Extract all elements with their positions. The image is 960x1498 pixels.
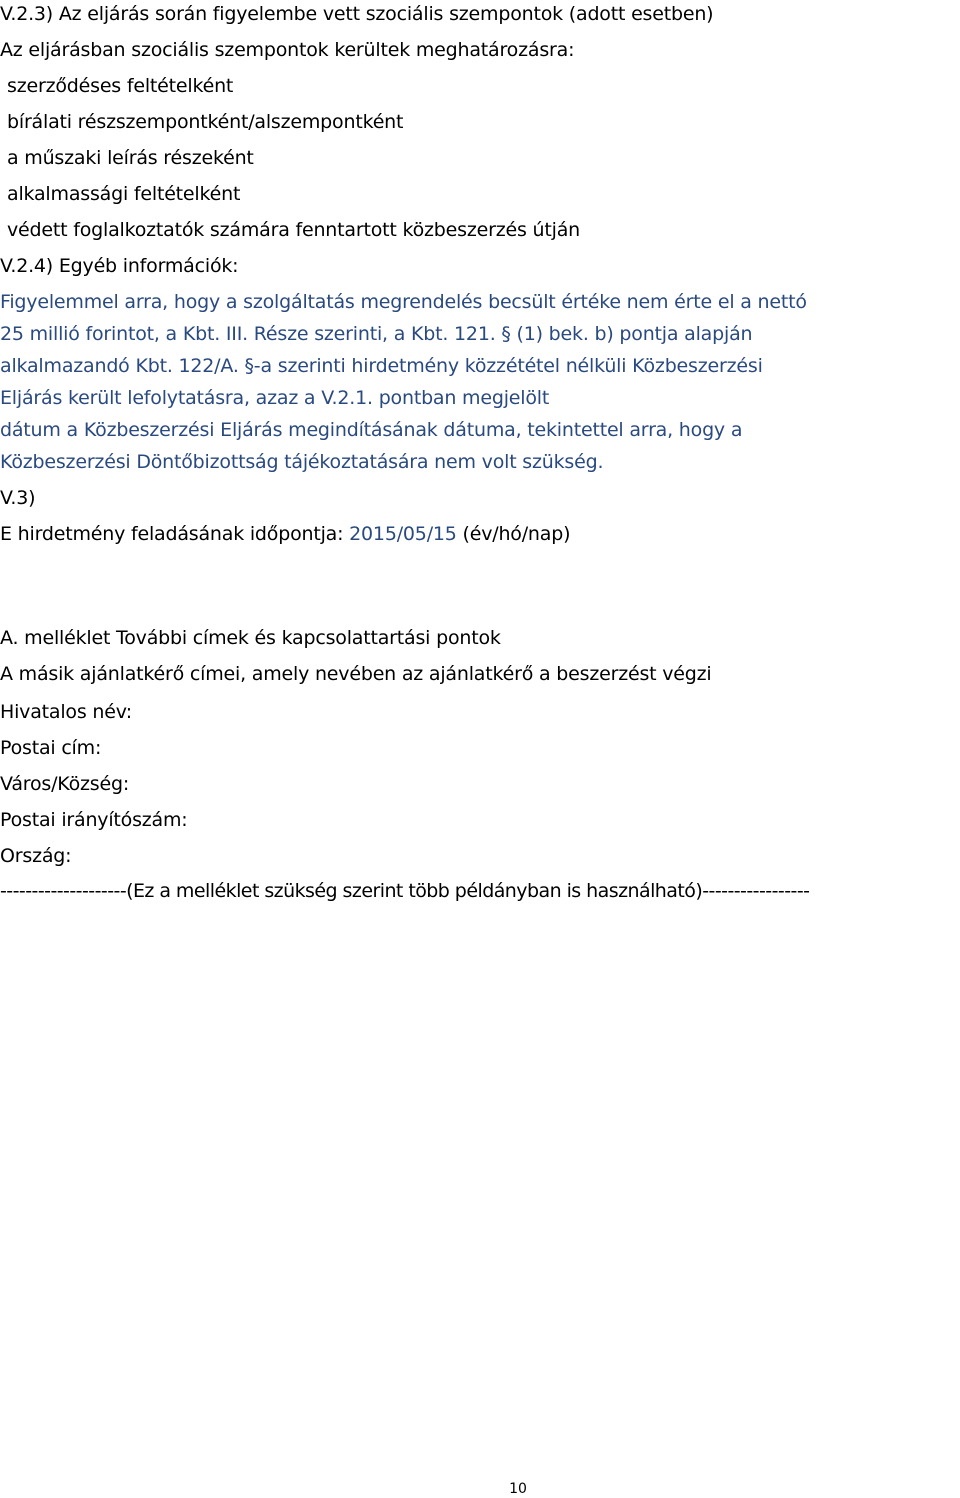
section-v24-body-line: dátum a Közbeszerzési Eljárás megindításának dátuma, tekintettel arra, hogy a [0,419,743,441]
option-evaluation-subcriterion: bírálati részszempontként/alszempontként [7,111,404,133]
option-suitability-condition: alkalmassági feltételként [7,183,241,205]
section-v23-heading: V.2.3) Az eljárás során figyelembe vett szociális szempontok (adott esetben) [0,3,714,25]
section-v24-body-line: alkalmazandó Kbt. 122/A. §-a szerinti hirdetmény közzététel nélküli Közbeszerzési [0,355,763,377]
section-v24-body-line: 25 millió forintot, a Kbt. III. Része szerinti, a Kbt. 121. § (1) bek. b) pontja alapján [0,323,753,345]
option-contract-condition: szerződéses feltételként [7,75,234,97]
section-v3-heading: V.3) [0,487,36,509]
field-postal-address: Postai cím: [0,737,102,759]
field-postal-code: Postai irányítószám: [0,809,188,831]
section-v23-intro: Az eljárásban szociális szempontok kerültek meghatározásra: [0,39,575,61]
section-v24-body-line: Figyelemmel arra, hogy a szolgáltatás megrendelés becsült értéke nem érte el a nettó [0,291,807,313]
field-country: Ország: [0,845,72,867]
annex-a-title: A. melléklet További címek és kapcsolattartási pontok [0,627,501,649]
annex-footer-separator: --------------------(Ez a melléklet szükség szerint több példányban is használható)----------------- [0,880,810,902]
section-v24-body-line: Közbeszerzési Döntőbizottság tájékoztatására nem volt szükség. [0,451,604,473]
dispatch-date-suffix: (év/hó/nap) [456,523,571,545]
dispatch-date-value: 2015/05/15 [349,523,457,545]
section-v24-body-line: Eljárás került lefolytatásra, azaz a V.2.1. pontban megjelölt [0,387,550,409]
option-reserved-procurement: védett foglalkoztatók számára fenntartott közbeszerzés útján [7,219,580,241]
dispatch-date-label: E hirdetmény feladásának időpontja: [0,523,350,545]
field-city: Város/Község: [0,773,130,795]
annex-a-subtitle: A másik ajánlatkérő címei, amely nevében az ajánlatkérő a beszerzést végzi [0,663,712,685]
page-number: 10 [509,1481,527,1497]
option-technical-specification: a műszaki leírás részeként [7,147,254,169]
section-v24-heading: V.2.4) Egyéb információk: [0,255,239,277]
field-official-name: Hivatalos név: [0,701,132,723]
dispatch-date-row [0,522,570,546]
